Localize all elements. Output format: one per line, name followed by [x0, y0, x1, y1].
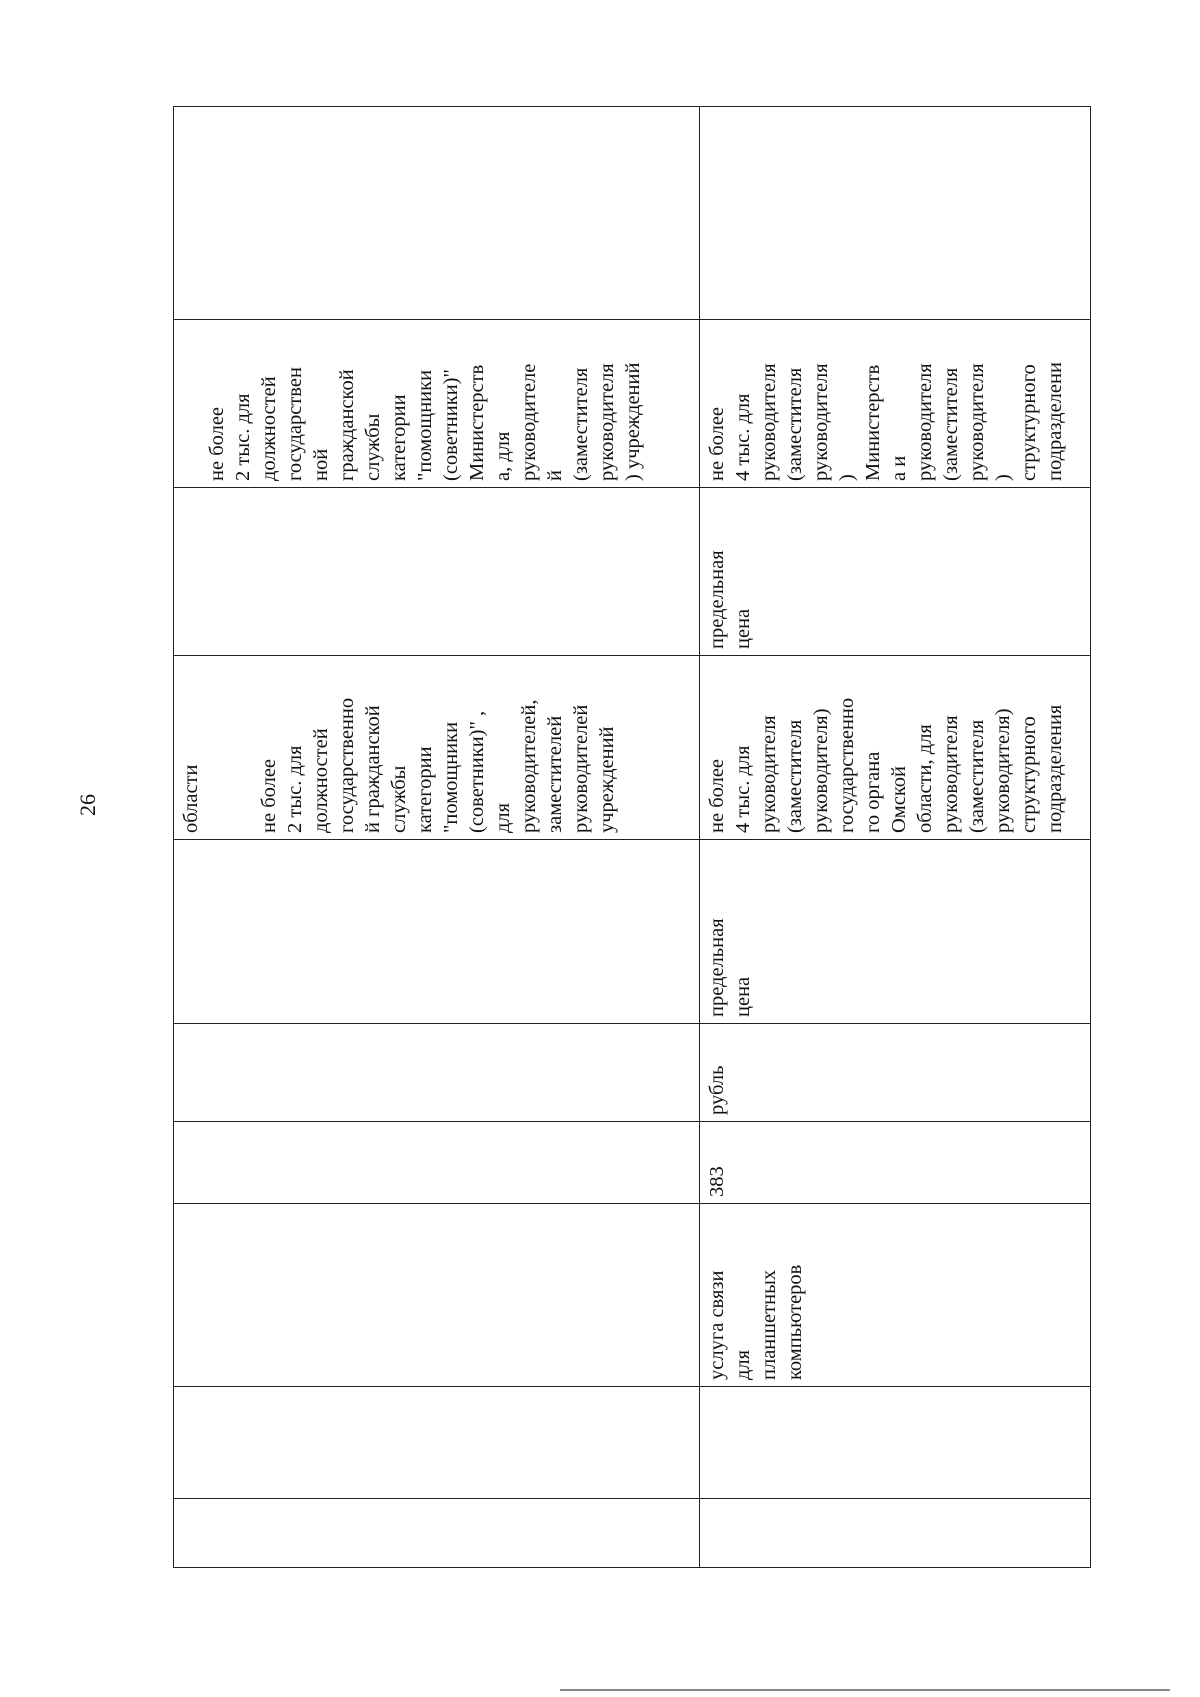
- table-row: [174, 107, 700, 1568]
- scan-edge-line: [560, 1689, 1170, 1691]
- table-cell: [700, 1387, 1091, 1499]
- table-cell: 383: [700, 1122, 1091, 1204]
- table-cell: услуга связи для планшетных компьютеров: [700, 1204, 1091, 1387]
- table-cell: рубль: [700, 1024, 1091, 1122]
- table-cell: [174, 1122, 700, 1204]
- table-cell: [174, 1204, 700, 1387]
- table-cell: [174, 488, 700, 656]
- table-cell: [174, 1387, 700, 1499]
- table-cell: [700, 1499, 1091, 1568]
- page-number: 26: [75, 794, 100, 816]
- document-table: [173, 106, 1091, 1568]
- table-cell: не более 4 тыс. для руководителя (заместителя руководителя) государственно го органа Омской области, для руководителя (заместителя руководителя) структурного подразделения: [700, 656, 1091, 840]
- table-cell: предельная цена: [700, 840, 1091, 1024]
- table-cell: области не более 2 тыс. для должностей государственно й гражданской службы категории "помощники (советники)" , для руководителей, заместителей руководителей учреждений: [174, 656, 700, 840]
- table-cell: [174, 107, 700, 320]
- table-cell: [174, 1024, 700, 1122]
- table-cell: не более 2 тыс. для должностей государствен ной гражданской службы категории "помощники (советники)" Министерств а, для руководителе й (заместителя руководителя ) учреждений: [174, 320, 700, 488]
- table-cell: не более 4 тыс. для руководителя (заместителя руководителя ) Министерств а и руководителя (заместителя руководителя ) структурного подразделени: [700, 320, 1091, 488]
- table-row: [700, 107, 1091, 1568]
- table-cell: [174, 1499, 700, 1568]
- table-cell: [700, 107, 1091, 320]
- table-cell: [174, 840, 700, 1024]
- table-cell: предельная цена: [700, 488, 1091, 656]
- rotated-table-container: [173, 107, 1090, 1568]
